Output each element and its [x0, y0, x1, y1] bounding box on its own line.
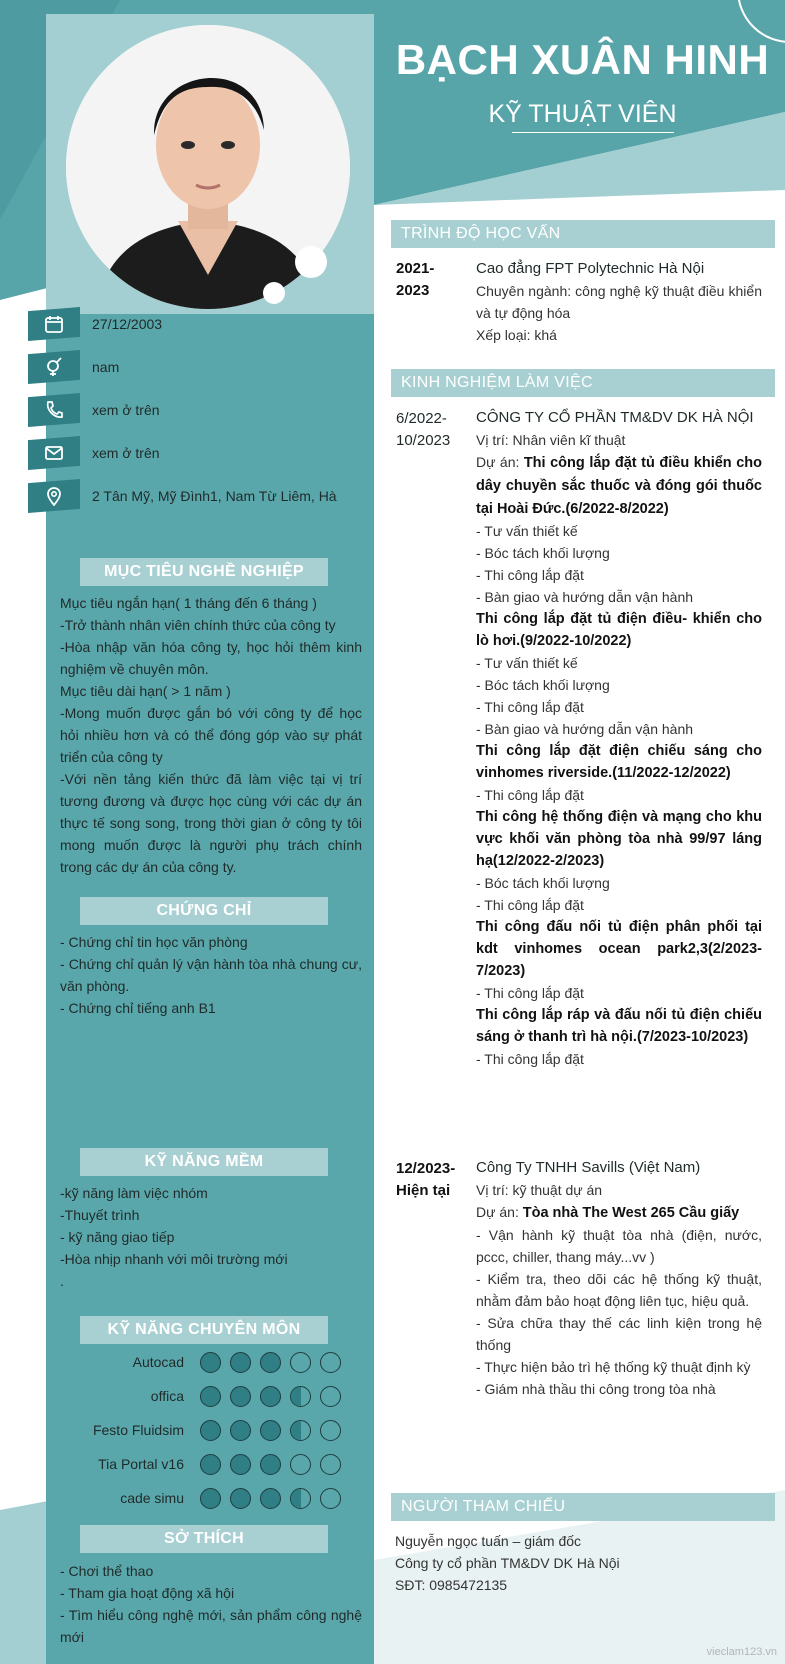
contact-gender	[28, 349, 358, 385]
job1-body	[476, 407, 762, 1070]
contact-birthday	[28, 306, 358, 342]
task-line: - Thực hiện bảo trì hệ thống kỹ thuật định kỳ	[476, 1359, 751, 1375]
objective-title: MỤC TIÊU NGHỀ NGHIỆP	[80, 558, 328, 586]
rating-dot	[290, 1386, 311, 1407]
job2-company: Công Ty TNHH Savills (Việt Nam)	[476, 1159, 701, 1176]
objective-line: Mục tiêu dài hạn( > 1 năm )	[60, 683, 231, 699]
certificates-title: CHỨNG CHỈ	[80, 897, 328, 925]
rating-dot	[260, 1420, 281, 1441]
rating-dot	[320, 1420, 341, 1441]
rating-dot	[290, 1454, 311, 1475]
rating-dot	[230, 1488, 251, 1509]
reference-line: Nguyễn ngọc tuấn – giám đốc	[395, 1533, 582, 1549]
objective-line: -Hòa nhập văn hóa công ty, học hỏi thêm kinh nghiệm về chuyên môn.	[60, 639, 362, 677]
task-line: - Thi công lắp đặt	[476, 787, 584, 803]
task-line: - Giám nhà thầu thi công trong tòa nhà	[476, 1381, 716, 1397]
objective-line: -Với nền tảng kiến thức đã làm việc tại vị trí tương đương và được học cùng với các dự án thực tế song song, trong thời gian ở công ty tôi mong muốn được là người phụ trách chính trong các dự án của công ty.	[60, 771, 362, 875]
skill-row	[60, 1350, 365, 1374]
certificate-line: - Chứng chỉ quản lý vận hành tòa nhà chung cư, văn phòng.	[60, 956, 362, 994]
hobby-line: - Chơi thể thao	[60, 1563, 154, 1579]
job1-project-3: Thi công lắp đặt điện chiếu sáng cho vinhomes riverside.(11/2022-12/2022)	[476, 743, 762, 781]
reference-line: SĐT: 0985472135	[395, 1577, 508, 1593]
skill-row	[60, 1384, 365, 1408]
job1-date: 6/2022- 10/2023	[396, 410, 451, 449]
job1-position: Vị trí: Nhân viên kĩ thuật	[476, 432, 626, 448]
calendar-icon	[28, 307, 80, 341]
contact-email	[28, 435, 358, 471]
rating-dot	[290, 1420, 311, 1441]
soft-skill-line: - kỹ năng giao tiếp	[60, 1229, 175, 1245]
job2-body	[476, 1157, 762, 1400]
task-line: - Tư vấn thiết kế	[476, 655, 578, 671]
rating-dot	[320, 1386, 341, 1407]
experience-title: KINH NGHIỆM LÀM VIỆC	[391, 369, 775, 397]
task-line: - Vận hành kỹ thuật tòa nhà (điện, nước, pccc, chiller, thang máy...vv )	[476, 1227, 762, 1265]
skill-row	[60, 1486, 365, 1510]
soft-skill-line: -Thuyết trình	[60, 1207, 140, 1223]
rating-dot	[260, 1454, 281, 1475]
job1-project-2: Thi công lắp đặt tủ điện điều- khiển cho lò hơi.(9/2022-10/2022)	[476, 611, 762, 649]
task-line: - Thi công lắp đặt	[476, 567, 584, 583]
rating-dot	[230, 1352, 251, 1373]
rating-dot	[200, 1488, 221, 1509]
task-line: - Sửa chữa thay thế các linh kiện trong hệ thống	[476, 1315, 762, 1353]
watermark: vieclam123.vn	[706, 1646, 777, 1658]
task-line: - Bóc tách khối lượng	[476, 545, 610, 561]
task-line: - Thi công lắp đặt	[476, 985, 584, 1001]
birthday-text: 27/12/2003	[92, 316, 163, 332]
skill-rating	[200, 1420, 341, 1441]
rating-dot	[230, 1386, 251, 1407]
reference-body	[395, 1530, 755, 1596]
rating-dot	[320, 1454, 341, 1475]
skill-rating	[200, 1386, 341, 1407]
skill-rating	[200, 1454, 341, 1475]
rating-dot	[290, 1352, 311, 1373]
soft-skill-line: .	[60, 1273, 64, 1289]
job2-project	[476, 1201, 762, 1224]
skill-name: Tia Portal v16	[98, 1456, 184, 1472]
job2-date: 12/2023- Hiện tại	[396, 1160, 456, 1199]
gender-text: nam	[92, 359, 120, 375]
project-name: Thi công lắp đặt tủ điều khiển cho dây chuyền sắc thuốc và đóng gói thuốc tại Hoài Đức.(6/2022-8/2022)	[476, 455, 763, 517]
soft-skill-line: -kỹ năng làm việc nhóm	[60, 1185, 208, 1201]
phone-text: xem ở trên	[92, 402, 160, 418]
skill-rating	[200, 1488, 341, 1509]
school-name: Cao đẳng FPT Polytechnic Hà Nội	[476, 260, 705, 277]
rating-dot	[260, 1386, 281, 1407]
education-date: 2021- 2023	[396, 260, 435, 299]
reference-line: Công ty cổ phần TM&DV DK Hà Nội	[395, 1555, 620, 1571]
certificate-line: - Chứng chỉ tin học văn phòng	[60, 934, 248, 950]
gender-icon	[28, 350, 80, 384]
soft-skills-text	[60, 1182, 362, 1292]
rating-dot	[320, 1352, 341, 1373]
objective-line: Mục tiêu ngắn hạn( 1 tháng đến 6 tháng )	[60, 595, 317, 611]
rating-dot	[230, 1420, 251, 1441]
rating-dot	[200, 1352, 221, 1373]
hobby-line: - Tham gia hoạt động xã hội	[60, 1585, 235, 1601]
rating-dot	[260, 1352, 281, 1373]
objective-text	[60, 592, 362, 878]
rating-dot	[290, 1488, 311, 1509]
task-line: - Thi công lắp đặt	[476, 699, 584, 715]
rating-dot	[200, 1386, 221, 1407]
objective-line: -Trở thành nhân viên chính thức của công ty	[60, 617, 336, 633]
job-title-underline	[512, 132, 674, 133]
hobby-line: - Tìm hiểu công nghệ mới, sản phẩm công nghệ mới	[60, 1607, 362, 1645]
soft-skills-title: KỸ NĂNG MỀM	[80, 1148, 328, 1176]
reference-title: NGƯỜI THAM CHIẾU	[391, 1493, 775, 1521]
project-prefix: Dự án:	[476, 454, 524, 470]
soft-skill-line: -Hòa nhịp nhanh với môi trường mới	[60, 1251, 288, 1267]
job1-project-5: Thi công đấu nối tủ điện phân phối tại kdt vinhomes ocean park2,3(2/2023-7/2023)	[476, 919, 762, 979]
email-icon	[28, 436, 80, 470]
task-line: - Bàn giao và hướng dẫn vận hành	[476, 589, 694, 605]
skill-name: Autocad	[132, 1354, 184, 1370]
task-line: - Tư vấn thiết kế	[476, 523, 578, 539]
hobbies-title: SỞ THÍCH	[80, 1525, 328, 1553]
task-line: - Thi công lắp đặt	[476, 897, 584, 913]
skill-row	[60, 1418, 365, 1442]
task-line: - Thi công lắp đặt	[476, 1051, 584, 1067]
objective-line: -Mong muốn được gắn bó với công ty để học hỏi nhiều hơn và có thể đóng góp vào sự phát triển của công ty	[60, 705, 362, 765]
skill-rating	[200, 1352, 341, 1373]
job1-project-4: Thi công hệ thống điện và mạng cho khu vực khối văn phòng tòa nhà 99/97 láng hạ(12/2022-2/2023)	[476, 809, 762, 869]
address-text: 2 Tân Mỹ, Mỹ Đình1, Nam Từ Liêm, Hà	[92, 488, 337, 504]
email-text: xem ở trên	[92, 445, 160, 461]
pro-skills-title: KỸ NĂNG CHUYÊN MÔN	[80, 1316, 328, 1344]
certificates-text	[60, 931, 362, 1019]
skill-name: Festo Fluidsim	[92, 1422, 184, 1438]
rating-dot	[230, 1454, 251, 1475]
education-title: TRÌNH ĐỘ HỌC VẤN	[391, 220, 775, 248]
candidate-name: BẠCH XUÂN HINH	[395, 36, 770, 83]
contact-phone	[28, 392, 358, 428]
job2-position: Vị trí: kỹ thuật dự án	[476, 1182, 603, 1198]
rating-dot	[200, 1420, 221, 1441]
education-body	[476, 258, 762, 346]
job1-company: CÔNG TY CỔ PHẦN TM&DV DK HÀ NỘI	[476, 409, 754, 426]
project-name: Tòa nhà The West 265 Cầu giấy	[522, 1205, 740, 1221]
rating-dot	[200, 1454, 221, 1475]
phone-icon	[28, 393, 80, 427]
task-line: - Bóc tách khối lượng	[476, 875, 610, 891]
job-title: KỸ THUẬT VIÊN	[488, 100, 677, 128]
contact-address	[28, 478, 358, 514]
task-line: - Bóc tách khối lượng	[476, 677, 610, 693]
photo-decoration-dot	[295, 246, 327, 278]
skill-row	[60, 1452, 365, 1476]
task-line: - Kiểm tra, theo dõi các hệ thống kỹ thuật, nhằm đảm bảo hoạt động liên tục, hiệu quả.	[476, 1271, 762, 1309]
rating-dot	[260, 1488, 281, 1509]
skill-name: offica	[150, 1388, 184, 1404]
photo-decoration-dot	[263, 282, 285, 304]
hobbies-text	[60, 1560, 362, 1648]
certificate-line: - Chứng chỉ tiếng anh B1	[60, 1000, 216, 1016]
education-rank: Xếp loại: khá	[476, 327, 557, 343]
location-icon	[28, 479, 80, 513]
skill-name: cade simu	[120, 1490, 184, 1506]
education-major: Chuyên ngành: công nghệ kỹ thuật điều khiển và tự động hóa	[476, 283, 762, 321]
job1-project-6: Thi công lắp ráp và đấu nối tủ điện chiếu sáng ở thanh trì hà nội.(7/2023-10/2023)	[476, 1007, 762, 1045]
job1-project-1	[476, 451, 762, 520]
rating-dot	[320, 1488, 341, 1509]
task-line: - Bàn giao và hướng dẫn vận hành	[476, 721, 694, 737]
project-prefix: Dự án:	[476, 1204, 523, 1220]
